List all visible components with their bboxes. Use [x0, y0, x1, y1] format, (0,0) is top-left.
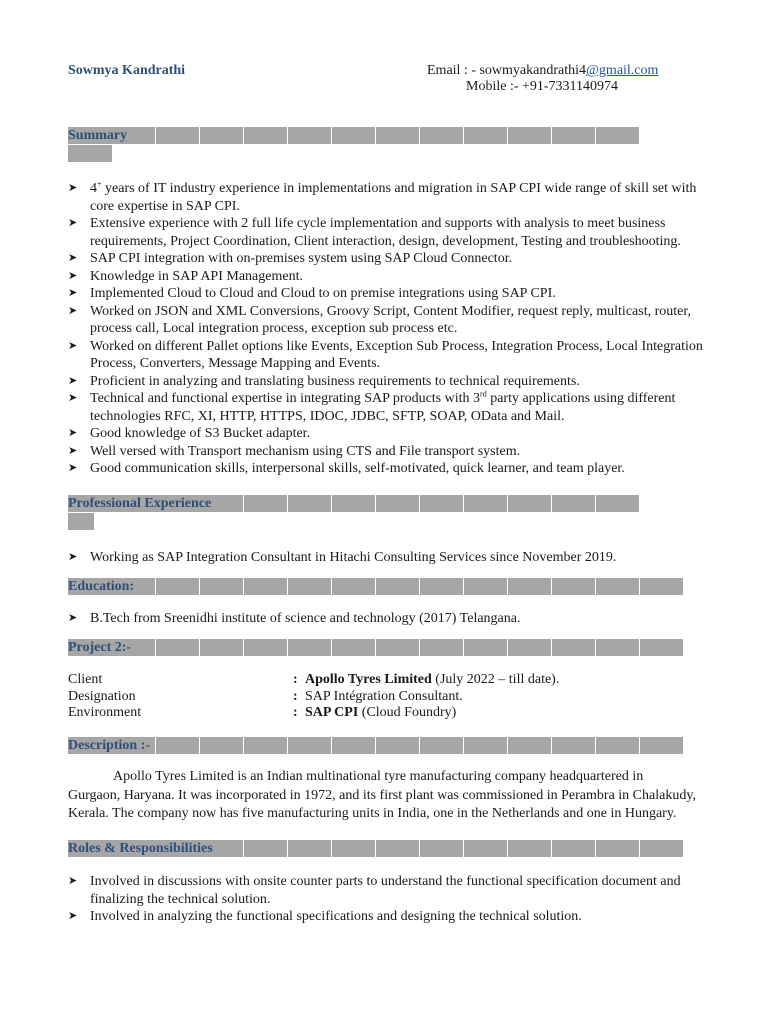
section-header-description	[68, 737, 700, 754]
arrow-bullet-icon: ➤	[68, 269, 78, 282]
header-bar-cell	[508, 639, 552, 656]
list-item	[68, 373, 718, 391]
header-bar-cell	[156, 737, 200, 754]
header-bar-cell	[420, 578, 464, 595]
text-part: party applications using different technologies RFC, XI, HTTP, HTTPS, IDOC, JDBC, SFTP, SOAP, OData and Mail.	[90, 391, 676, 424]
header-bar-tail	[68, 145, 112, 162]
email-prefix: Email : - sowmyakandrathi4	[427, 63, 587, 78]
header-bar-cell	[288, 639, 332, 656]
arrow-bullet-icon: ➤	[68, 374, 78, 387]
section-title-description: Description :-	[68, 738, 151, 753]
arrow-bullet-icon: ➤	[68, 612, 78, 624]
project-row-client	[68, 672, 559, 689]
header-bar-cell	[156, 127, 200, 144]
client-dates: (July 2022 – till date).	[431, 672, 560, 687]
header-bar-cell	[552, 737, 596, 754]
header-bar-cell	[640, 578, 684, 595]
header-bar-cell	[376, 495, 420, 512]
colon: :	[293, 705, 298, 720]
arrow-bullet-icon: ➤	[68, 875, 78, 887]
mobile-line: Mobile :- +91-7331140974	[466, 79, 619, 94]
header-bar-cell	[332, 495, 376, 512]
header-bar-cell	[200, 737, 244, 754]
header-bar-cell	[288, 840, 332, 857]
header-bar-cell	[508, 495, 552, 512]
header-bar-cell	[244, 495, 288, 512]
header-bar-cell	[508, 840, 552, 857]
section-header-education	[68, 578, 700, 595]
header-bar-cell	[464, 840, 508, 857]
list-item-text	[90, 181, 696, 214]
header-bar-cell	[200, 127, 244, 144]
section-title-education: Education:	[68, 579, 135, 594]
section-header-roles	[68, 840, 700, 857]
header-bar-cell	[420, 737, 464, 754]
arrow-bullet-icon: ➤	[68, 551, 78, 563]
header-bar-cell	[464, 578, 508, 595]
header-bar-cell	[420, 495, 464, 512]
section-title-summary: Summary	[68, 128, 128, 143]
arrow-bullet-icon: ➤	[68, 444, 78, 457]
header-bar-cell	[596, 127, 640, 144]
header-bar-cell	[332, 840, 376, 857]
list-item	[68, 338, 718, 373]
header-bar-cell	[552, 127, 596, 144]
education-list	[68, 610, 718, 628]
arrow-bullet-icon: ➤	[68, 287, 78, 299]
environment-name: SAP CPI	[305, 705, 359, 720]
list-item-text: Good communication skills, interpersonal skills, self-motivated, quick learner, and team player.	[90, 461, 625, 476]
list-item-text: Proficient in analyzing and translating business requirements to technical requirements.	[90, 373, 580, 389]
email-link[interactable]: @gmail.com	[586, 63, 659, 78]
header-bar-cell	[552, 495, 596, 512]
header-bar-cell	[376, 578, 420, 595]
header-bar-cell	[640, 639, 684, 656]
header-bar-cell	[200, 639, 244, 656]
header-bar-cell	[244, 639, 288, 656]
header-bar-cell	[376, 737, 420, 754]
list-item-text: Extensive experience with 2 full life cycle implementation and supports with analysis to meet business requirements, Project Coordination, Client interaction, design, development, Testing and troubleshooting.	[90, 216, 681, 249]
header-bar-cell	[464, 127, 508, 144]
header-bar-cell	[332, 127, 376, 144]
list-item	[68, 873, 718, 908]
header-bar-cell	[332, 737, 376, 754]
superscript: rd	[480, 389, 487, 399]
project-row-designation	[68, 689, 559, 706]
list-item	[68, 180, 718, 215]
client-name: Apollo Tyres Limited	[305, 672, 432, 687]
list-item-text	[90, 391, 675, 424]
list-item-text: Involved in discussions with onsite counter parts to understand the functional specification document and finalizing the technical solution.	[90, 874, 681, 907]
header-bar-cell	[200, 578, 244, 595]
project-row-environment	[68, 705, 559, 722]
list-item	[68, 285, 718, 303]
colon: :	[293, 672, 298, 687]
experience-list	[68, 549, 718, 567]
list-item-text: Involved in analyzing the functional specifications and designing the technical solution.	[90, 909, 582, 924]
header-bar-cell	[464, 639, 508, 656]
list-item	[68, 268, 718, 286]
arrow-bullet-icon: ➤	[68, 427, 78, 439]
client-value	[305, 672, 559, 689]
list-item-text: Well versed with Transport mechanism using CTS and File transport system.	[90, 443, 521, 459]
client-label: Client	[68, 672, 103, 687]
header-bar-cell	[288, 578, 332, 595]
section-header-experience	[68, 495, 655, 512]
arrow-bullet-icon: ➤	[68, 339, 78, 352]
header-bar-cell	[332, 578, 376, 595]
arrow-bullet-icon: ➤	[68, 252, 78, 264]
section-header-project	[68, 639, 700, 656]
designation-label: Designation	[68, 688, 136, 704]
header-bar-cell	[508, 737, 552, 754]
environment-detail: (Cloud Foundry)	[358, 705, 457, 720]
colon: :	[293, 688, 298, 704]
header-bar-cell	[464, 495, 508, 512]
list-item	[68, 460, 718, 478]
list-item	[68, 303, 718, 338]
arrow-bullet-icon: ➤	[68, 910, 78, 922]
arrow-bullet-icon: ➤	[68, 462, 78, 474]
text-part: years of IT industry experience in implementations and migration in SAP CPI wide range of skill set with core expertise in SAP CPI.	[90, 181, 697, 214]
header-bar-cell	[376, 127, 420, 144]
section-title-roles: Roles & Responsibilities	[68, 841, 213, 856]
header-bar-tail	[68, 513, 94, 530]
header-bar-cell	[464, 737, 508, 754]
environment-label: Environment	[68, 705, 142, 720]
header-bar-cell	[156, 578, 200, 595]
header-bar-cell	[288, 737, 332, 754]
header-bar-cell	[508, 127, 552, 144]
header-bar-cell	[596, 495, 640, 512]
list-item	[68, 443, 718, 461]
list-item-text: SAP CPI integration with on-premises system using SAP Cloud Connector.	[90, 251, 513, 266]
roles-list	[68, 873, 718, 926]
arrow-bullet-icon: ➤	[68, 304, 78, 317]
summary-list	[68, 180, 718, 478]
environment-value	[305, 705, 456, 722]
header-bar-cell	[552, 840, 596, 857]
list-item	[68, 908, 718, 926]
arrow-bullet-icon: ➤	[68, 217, 78, 229]
header-bar-cell	[244, 127, 288, 144]
header-bar-cell	[596, 639, 640, 656]
header-bar-cell	[420, 127, 464, 144]
header-bar-cell	[596, 737, 640, 754]
header-bar-cell	[332, 639, 376, 656]
email-line	[427, 63, 658, 79]
header-bar-cell	[596, 578, 640, 595]
header-bar-cell	[376, 840, 420, 857]
designation-value: SAP Intégration Consultant.	[305, 688, 463, 704]
text-part: Technical and functional expertise in integrating SAP products with 3	[90, 391, 481, 406]
header-bar-cell	[156, 639, 200, 656]
contact-block	[427, 63, 658, 95]
header-bar-cell	[596, 840, 640, 857]
superscript: +	[97, 179, 102, 189]
arrow-bullet-icon: ➤	[68, 392, 78, 404]
arrow-bullet-icon: ➤	[68, 182, 78, 194]
header-bar-cell	[552, 639, 596, 656]
header-bar-cell	[288, 127, 332, 144]
section-title-project: Project 2:-	[68, 640, 132, 655]
text-part: 4	[90, 181, 97, 196]
list-item	[68, 425, 718, 443]
header-bar-cell	[420, 639, 464, 656]
header-bar-cell	[552, 578, 596, 595]
header-bar-cell	[244, 578, 288, 595]
list-item	[68, 549, 718, 567]
list-item-text: Worked on JSON and XML Conversions, Groovy Script, Content Modifier, request reply, multicast, router, process call, Local integration process, exception sub process etc.	[90, 303, 691, 336]
list-item-text: Worked on different Pallet options like Events, Exception Sub Process, Integration Process, Local Integration Process, Converters, Message Mapping and Events.	[90, 338, 703, 371]
list-item	[68, 390, 718, 425]
header-bar-cell	[640, 737, 684, 754]
header-bar-cell	[508, 578, 552, 595]
list-item-text: Good knowledge of S3 Bucket adapter.	[90, 426, 311, 441]
candidate-name: Sowmya Kandrathi	[68, 63, 186, 78]
description-paragraph: Apollo Tyres Limited is an Indian multinational tyre manufacturing company headquartered in Gurgaon, Haryana. It was incorporated in 1972, and its first plant was commissioned in Perambra in Chalakudy, Kerala. The company now has five manufacturing units in India, one in the Netherlands and one in Hungary.	[68, 769, 696, 821]
project-details	[68, 672, 559, 722]
list-item-text: Working as SAP Integration Consultant in Hitachi Consulting Services since November 2019.	[90, 550, 617, 565]
header-bar-cell	[420, 840, 464, 857]
list-item	[68, 610, 718, 628]
list-item	[68, 215, 718, 250]
header-bar-cell	[640, 840, 684, 857]
list-item-text: Knowledge in SAP API Management.	[90, 268, 303, 284]
header-bar-cell	[244, 840, 288, 857]
section-title-experience: Professional Experience	[68, 496, 212, 511]
header-bar-cell	[376, 639, 420, 656]
section-header-summary	[68, 127, 655, 144]
header-bar-cell	[288, 495, 332, 512]
list-item-text: Implemented Cloud to Cloud and Cloud to on premise integrations using SAP CPI.	[90, 286, 556, 301]
header-bar-cell	[244, 737, 288, 754]
list-item	[68, 250, 718, 268]
list-item-text: B.Tech from Sreenidhi institute of science and technology (2017) Telangana.	[90, 611, 521, 626]
